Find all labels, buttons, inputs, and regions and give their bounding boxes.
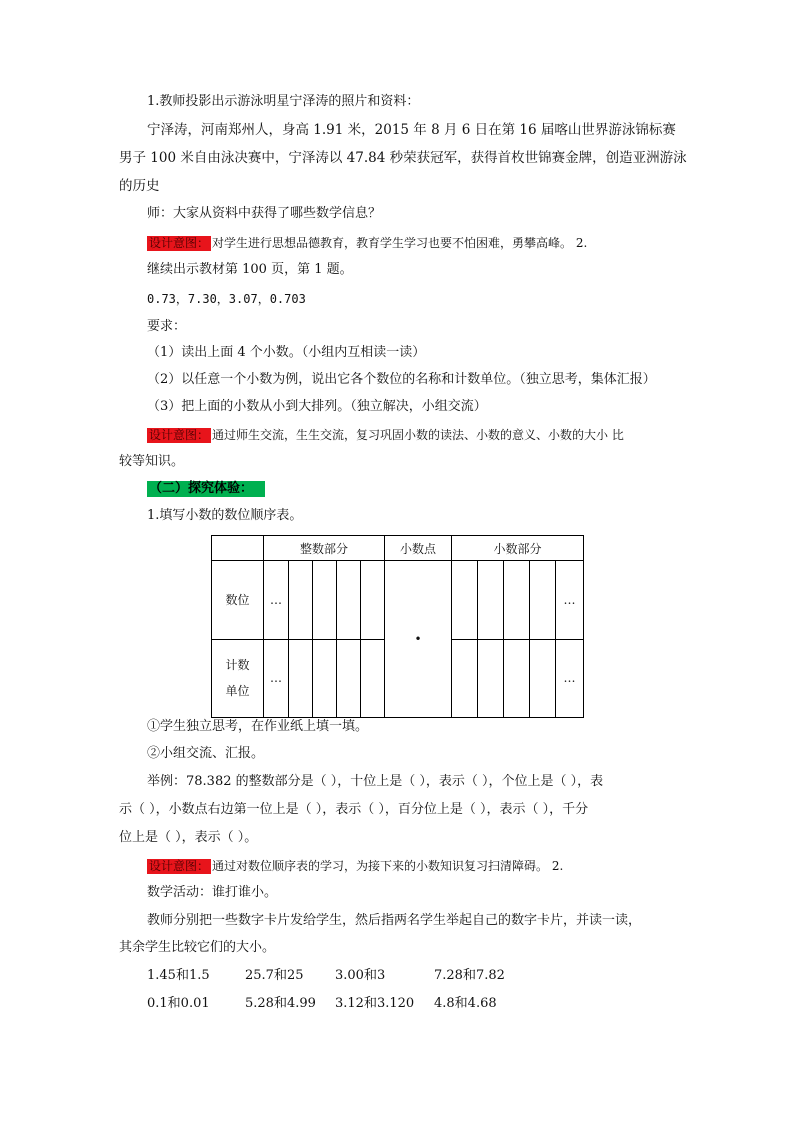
row-label-unit-line-2: 单位 [225, 684, 250, 699]
example-line-2: 示（ ），小数点右边第一位上是（ ），表示（ ），百分位上是（ ），表示（ ），千分 [119, 802, 589, 817]
design-intent-text: 对学生进行思想品德教育，教育学生学习也要不怕困难，勇攀高峰。 2. [212, 236, 588, 250]
blank-cell[interactable] [337, 639, 361, 717]
comparison-row-2 [147, 995, 524, 1013]
example-line-3: 位上是（ ），表示（ ）。 [119, 830, 258, 845]
requirements-heading: 要求： [147, 319, 187, 334]
requirement-3: （3）把上面的小数从小到大排列。（独立解决，小组交流） [147, 399, 487, 414]
comparison-pair: 4.8和4.68 [434, 996, 497, 1011]
blank-cell[interactable] [478, 639, 504, 717]
row-label-unit [212, 639, 264, 717]
design-intent-2 [147, 426, 624, 445]
blank-cell[interactable] [452, 639, 478, 717]
header-decimal-part: 小数部分 [452, 536, 584, 561]
comparison-pair: 5.28和4.99 [245, 996, 316, 1011]
paragraph-intro: 1.教师投影出示游泳明星宁泽涛的照片和资料： [147, 94, 420, 109]
blank-cell[interactable] [361, 639, 385, 717]
comparison-pair: 0.1和0.01 [147, 996, 210, 1011]
step-1: ①学生独立思考，在作业纸上填一填。 [147, 719, 369, 734]
activity-description-1: 教师分别把一些数字卡片发给学生，然后指两名学生举起自己的数字卡片，并读一读， [147, 913, 642, 928]
comparison-pair: 1.45和1.5 [147, 968, 210, 983]
design-intent-2-continued: 较等知识。 [119, 454, 185, 469]
ellipsis-cell: … [264, 639, 289, 717]
ellipsis-cell: … [556, 639, 584, 717]
blank-cell[interactable] [504, 639, 530, 717]
paragraph-bio-line-3: 的历史 [119, 178, 160, 194]
corner-cell [212, 536, 264, 561]
paragraph-bio-line-1: 宁泽涛，河南郑州人，身高 1.91 米，2015 年 8 月 6 日在第 16 届喀山世界游泳锦标赛 [147, 122, 676, 138]
decimal-point-cell: • [385, 561, 452, 718]
design-intent-1 [147, 234, 587, 253]
blank-cell[interactable] [289, 561, 313, 639]
step-2: ②小组交流、汇报。 [147, 746, 265, 761]
place-value-table [211, 535, 584, 718]
comparison-pair: 25.7和25 [245, 968, 304, 983]
blank-cell[interactable] [313, 561, 337, 639]
comparison-pair: 7.28和7.82 [434, 968, 505, 983]
section-heading: （二）探究体验： [147, 481, 265, 497]
example-line-1: 举例：78.382 的整数部分是（ ），十位上是（ ），表示（ ），个位上是（ ），表 [147, 774, 604, 789]
ellipsis-cell: … [556, 561, 584, 639]
comparison-pair: 3.00和3 [335, 968, 386, 983]
comparison-row-1 [147, 967, 524, 985]
design-intent-text: 通过师生交流，生生交流，复习巩固小数的读法、小数的意义、小数的大小 比 [212, 428, 624, 442]
decimal-list: 0.73，7.30，3.07，0.703 [147, 292, 306, 306]
header-decimal-point: 小数点 [385, 536, 452, 561]
row-label-unit-line-1: 计数 [225, 658, 250, 673]
blank-cell[interactable] [337, 561, 361, 639]
table-instruction: 1.填写小数的数位顺序表。 [147, 508, 303, 523]
blank-cell[interactable] [313, 639, 337, 717]
row-label-place: 数位 [212, 561, 264, 639]
comparison-pair: 3.12和3.120 [335, 996, 415, 1011]
ellipsis-cell: … [264, 561, 289, 639]
teacher-question: 师：大家从资料中获得了哪些数学信息？ [147, 206, 382, 221]
header-integer-part: 整数部分 [264, 536, 385, 561]
requirement-2: （2）以任意一个小数为例，说出它各个数位的名称和计数单位。（独立思考，集体汇报） [147, 372, 656, 387]
design-intent-tag: 设计意图： [149, 859, 210, 873]
math-activity-title: 数学活动：谁打谁小。 [147, 885, 278, 900]
blank-cell[interactable] [361, 561, 385, 639]
requirement-1: （1）读出上面 4 个小数。（小组内互相读一读） [147, 345, 426, 360]
activity-description-2: 其余学生比较它们的大小。 [119, 940, 276, 955]
blank-cell[interactable] [452, 561, 478, 639]
textbook-reference: 继续出示教材第 100 页，第 1 题。 [147, 262, 353, 277]
blank-cell[interactable] [530, 561, 556, 639]
blank-cell[interactable] [478, 561, 504, 639]
blank-cell[interactable] [530, 639, 556, 717]
design-intent-text: 通过对数位顺序表的学习，为接下来的小数知识复习扫清障碍。 2. [212, 859, 564, 873]
blank-cell[interactable] [504, 561, 530, 639]
blank-cell[interactable] [289, 639, 313, 717]
design-intent-3 [147, 857, 563, 876]
paragraph-bio-line-2: 男子 100 米自由泳决赛中，宁泽涛以 47.84 秒荣获冠军，获得首枚世锦赛金牌，创造亚洲游泳 [119, 150, 687, 166]
design-intent-tag: 设计意图： [149, 236, 210, 250]
design-intent-tag: 设计意图： [149, 428, 210, 442]
